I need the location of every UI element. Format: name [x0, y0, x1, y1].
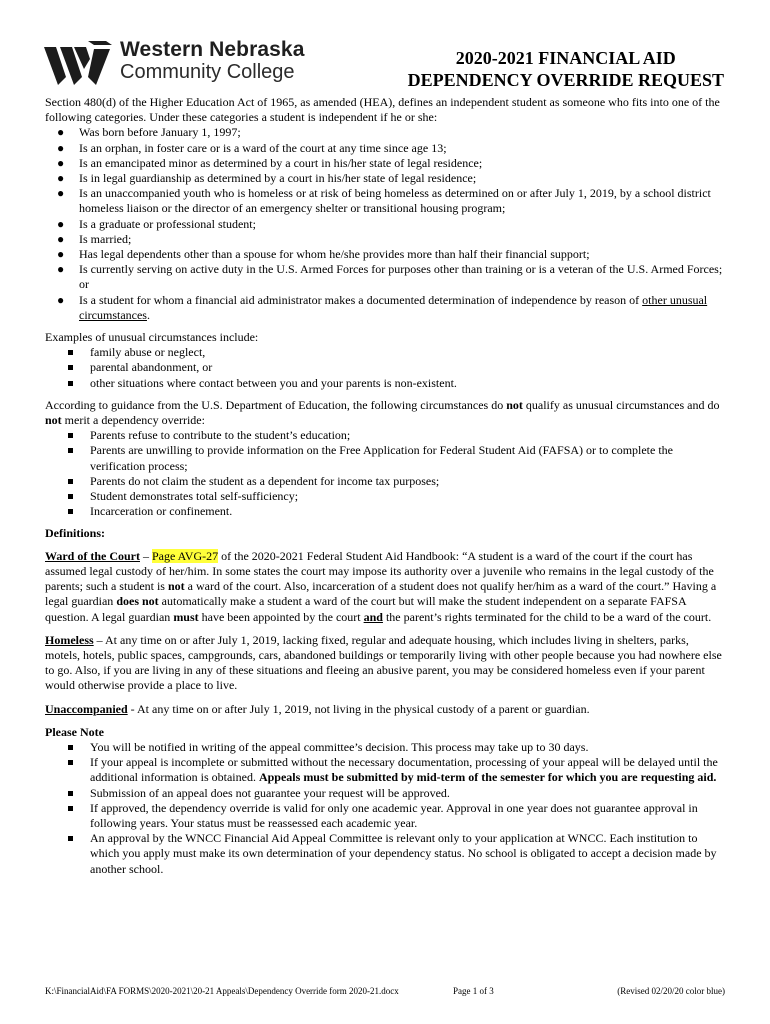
independence-criteria-list: [45, 125, 725, 323]
bullet-dot-icon: ●: [57, 155, 65, 170]
list-item: ● Is a graduate or professional student;: [57, 216, 256, 231]
unaccompanied-definition: Unaccompanied - At any time on or after July 1, 2019, not living in the physical custody of a parent or guardian.: [45, 701, 590, 716]
bullet-square-icon: [68, 433, 73, 438]
college-logo: [44, 38, 305, 87]
bullet-square-icon: [68, 494, 73, 499]
form-title: [408, 47, 724, 91]
list-item: ● Is in legal guardianship as determined by a court in his/her state of legal residence;: [57, 171, 477, 186]
list-item: Incarceration or confinement.: [45, 504, 725, 519]
list-item: You will be notified in writing of the appeal committee’s decision. This process may take up to 30 days.: [45, 740, 725, 755]
bullet-square-icon: [68, 479, 73, 484]
list-item: ● Is married;: [57, 231, 132, 246]
bullet-square-icon: [68, 836, 73, 841]
bullet-square-icon: [68, 350, 73, 355]
list-item: Submission of an appeal does not guarantee your request will be approved.: [45, 786, 725, 801]
bullet-square-icon: [68, 509, 73, 514]
footer-file-path: K:\FinancialAid\FA FORMS\2020-2021\20-21 Appeals\Dependency Override form 2020-21.docx: [45, 986, 399, 996]
list-item: parental abandonment, or: [45, 360, 725, 375]
form-title-line2: DEPENDENCY OVERRIDE REQUEST: [407, 70, 724, 90]
examples-list: [45, 345, 725, 391]
ward-term: Ward of the Court: [45, 548, 140, 563]
definitions-heading: Definitions:: [45, 526, 105, 541]
wncc-w-logo-icon: [44, 41, 114, 87]
list-item: family abuse or neglect,: [45, 345, 725, 360]
ward-of-court-definition: Ward of the Court – Page AVG-27 of the 2020-2021 Federal Student Aid Handbook: “A student is a ward of the court if the court has assumed legal custody of her/him. In some states the court may impose its authority over a juvenile who remains in the legal custody of the parents; such a student is not a ward of the court. Also, incarceration of a student does not qualify her/him as a ward of the court.” Having a legal guardian does not automatically make a student a ward of the court but will make the student independent on a separate FAFSA question. A legal guardian must have been appointed by the court and the parent’s rights terminated for the child to be a ward of the court.: [45, 548, 717, 624]
list-item: ● Is currently serving on active duty in the U.S. Armed Forces for purposes other than training or is a veteran of the U.S. Armed Forces; or: [57, 262, 723, 292]
homeless-term: Homeless: [45, 632, 94, 647]
form-title-line1: 2020-2021 FINANCIAL AID: [455, 48, 676, 68]
bullet-dot-icon: ●: [57, 216, 65, 231]
footer-page-number: Page 1 of 3: [453, 986, 494, 996]
bullet-dot-icon: ●: [57, 262, 65, 277]
footer-revised-date: (Revised 02/20/20 color blue): [617, 986, 725, 996]
bullet-square-icon: [68, 760, 73, 765]
list-item: Parents refuse to contribute to the student’s education;: [45, 428, 725, 443]
page-reference-highlight: Page AVG-27: [152, 548, 219, 563]
bullet-square-icon: [68, 381, 73, 386]
non-qualifying-list: [45, 428, 725, 519]
list-item: An approval by the WNCC Financial Aid Appeal Committee is relevant only to your application at WNCC. Each institution to which you apply must make its own determination of your dependency status. No school is obligated to accept a decision made by another school.: [45, 831, 725, 877]
bullet-dot-icon: ●: [57, 140, 65, 155]
examples-intro: Examples of unusual circumstances include:: [45, 330, 259, 345]
bullet-dot-icon: ●: [57, 247, 65, 262]
intro-paragraph: Section 480(d) of the Higher Education Act of 1965, as amended (HEA), defines an independent student as someone who fits into one of the following categories. Under these categories a student is independent if he or she:: [45, 95, 720, 125]
list-item: ● Is an emancipated minor as determined by a court in his/her state of legal residence;: [57, 155, 483, 170]
list-item: If your appeal is incomplete or submitted without the necessary documentation, processing of your appeal will be delayed until the additional information is obtained. Appeals must be submitted by mid-term of the semester for which you are requesting aid.: [45, 755, 725, 785]
list-item: If approved, the dependency override is valid for only one academic year. Approval in one year does not guarantee approval in following years. Your status must be reassessed each academic year.: [45, 801, 725, 831]
list-item: Student demonstrates total self-sufficiency;: [45, 489, 725, 504]
list-item: ● Is an unaccompanied youth who is homeless or at risk of being homeless as determined on or after July 1, 2019, by a school district homeless liaison or the director of an emergency shelter or transitional housing program;: [57, 186, 711, 216]
list-item: other situations where contact between you and your parents is non-existent.: [45, 376, 725, 391]
bullet-dot-icon: ●: [57, 171, 65, 186]
bullet-square-icon: [68, 448, 73, 453]
bullet-square-icon: [68, 791, 73, 796]
bullet-square-icon: [68, 365, 73, 370]
bullet-dot-icon: ●: [57, 186, 65, 201]
list-item: ● Was born before January 1, 1997;: [57, 125, 241, 140]
list-item: ● Is an orphan, in foster care or is a ward of the court at any time since age 13;: [57, 140, 447, 155]
bullet-dot-icon: ●: [57, 125, 65, 140]
bullet-square-icon: [68, 745, 73, 750]
bullet-dot-icon: ●: [57, 231, 65, 246]
please-note-heading: Please Note: [45, 724, 104, 739]
homeless-definition: Homeless – At any time on or after July 1, 2019, lacking fixed, regular and adequate housing, which includes living in shelters, parks, motels, hotels, public spaces, campgrounds, cars, abandoned buildings or temporarily living with other people because you had nowhere else to go. Also, if you are living in any of these situations and fleeing an abusive parent, you may be considered homeless even if your parent would otherwise provide a place to live.: [45, 632, 722, 693]
form-content: [45, 95, 725, 877]
please-note-list: [45, 740, 725, 877]
bullet-dot-icon: ●: [57, 292, 65, 307]
list-item: ● Has legal dependents other than a spouse for whom he/she provides more than half their financial support;: [57, 247, 590, 262]
unusual-circumstances-link[interactable]: other unusual circumstances: [79, 292, 708, 322]
list-item: ● Is a student for whom a financial aid administrator makes a documented determination of independence by reason of other unusual circumstances.: [57, 292, 708, 322]
bullet-square-icon: [68, 806, 73, 811]
list-item: Parents are unwilling to provide information on the Free Application for Federal Student Aid (FAFSA) or to complete the verification process;: [45, 443, 725, 473]
logo-name-line2: Community College: [120, 61, 295, 83]
guidance-paragraph: According to guidance from the U.S. Department of Education, the following circumstances do not qualify as unusual circumstances and do not merit a dependency override:: [45, 397, 720, 428]
unaccompanied-term: Unaccompanied: [45, 701, 128, 716]
list-item: Parents do not claim the student as a dependent for income tax purposes;: [45, 474, 725, 489]
logo-name-line1: Western Nebraska: [120, 38, 305, 61]
